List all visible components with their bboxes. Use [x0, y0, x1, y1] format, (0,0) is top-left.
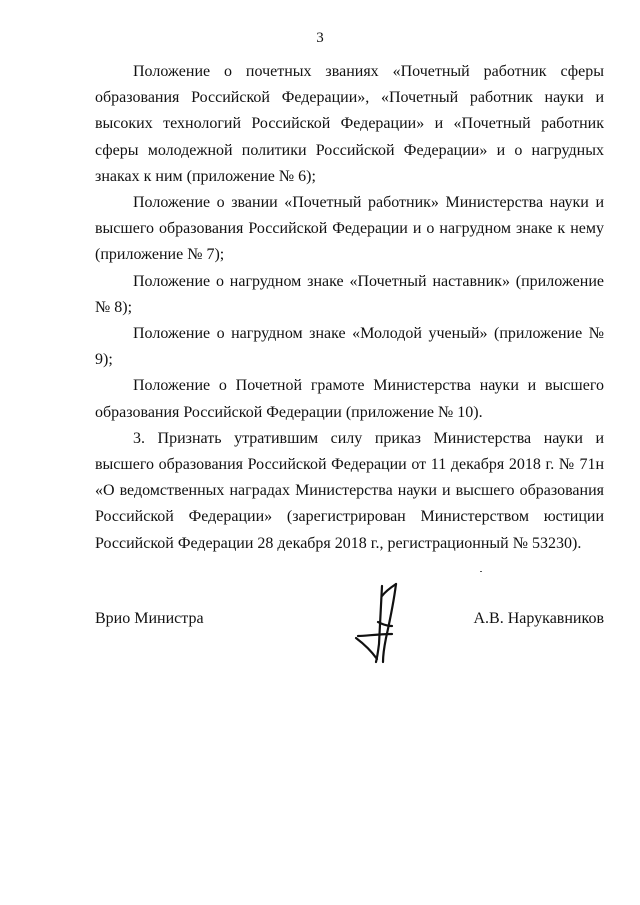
- page-number: 3: [316, 30, 324, 46]
- paragraph-appendix-7: Положение о звании «Почетный работник» Министерства науки и высшего образования Российской Федерации и о нагрудном знаке к нему (приложение № 7);: [95, 194, 604, 264]
- handwritten-signature: [352, 582, 408, 669]
- paragraph-repeal-order: 3. Признать утратившим силу приказ Министерства науки и высшего образования Российской Федерации от 11 декабря 2018 г. № 71н «О ведомственных наградах Министерства науки и высшего образования Российской Федерации» (зарегистрирован Министерством юстиции Российской Федерации 28 декабря 2018 г., регистрационный № 53230).: [95, 429, 604, 552]
- paragraph-appendix-9: Положение о нагрудном знаке «Молодой ученый» (приложение № 9);: [95, 325, 604, 369]
- paragraph-appendix-10: Положение о Почетной грамоте Министерства науки и высшего образования Российской Федерации (приложение № 10).: [95, 377, 604, 421]
- scan-speck: [480, 571, 482, 572]
- paragraph-appendix-8: Положение о нагрудном знаке «Почетный наставник» (приложение № 8);: [95, 272, 604, 316]
- signatory-title: Врио Министра: [95, 610, 204, 627]
- signatory-name: А.В. Нарукавников: [473, 610, 604, 627]
- document-body: [95, 59, 604, 557]
- paragraph-appendix-6: Положение о почетных званиях «Почетный работник сферы образования Российской Федерации», «Почетный работник науки и высоких технологий Российской Федерации» и «Почетный работник сферы молодежной политики Российской Федерации» и о нагрудных знаках к ним (приложение № 6);: [95, 63, 604, 185]
